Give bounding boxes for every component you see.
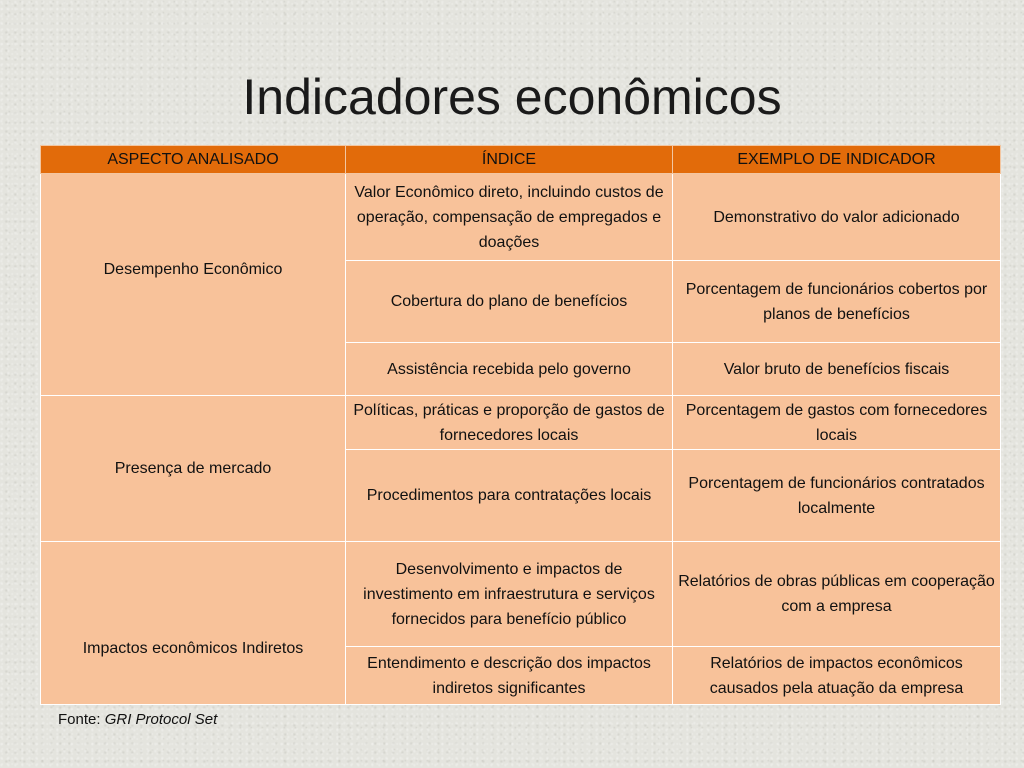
example-cell: Relatórios de impactos econômicos causados pela atuação da empresa [673,647,1001,705]
index-cell: Desenvolvimento e impactos de investimento em infraestrutura e serviços fornecidos para benefício público [346,542,673,647]
index-cell: Valor Econômico direto, incluindo custos de operação, compensação de empregados e doações [346,174,673,261]
source-label: Fonte: [58,711,101,728]
index-cell: Procedimentos para contratações locais [346,450,673,542]
source-note [58,711,217,728]
table-header-row [41,146,1001,174]
header-index: ÍNDICE [346,146,673,174]
example-cell: Porcentagem de gastos com fornecedores locais [673,396,1001,450]
index-cell: Assistência recebida pelo governo [346,343,673,396]
example-cell: Valor bruto de benefícios fiscais [673,343,1001,396]
index-cell: Políticas, práticas e proporção de gastos de fornecedores locais [346,396,673,450]
table-row [41,174,1001,261]
example-cell: Porcentagem de funcionários contratados localmente [673,450,1001,542]
slide-title: Indicadores econômicos [242,69,782,125]
table-row [41,396,1001,450]
table-row [41,542,1001,647]
example-cell: Demonstrativo do valor adicionado [673,174,1001,261]
example-cell: Relatórios de obras públicas em cooperação com a empresa [673,542,1001,647]
aspect-cell: Impactos econômicos Indiretos [41,542,346,705]
header-example: EXEMPLO DE INDICADOR [673,146,1001,174]
aspect-cell: Desempenho Econômico [41,174,346,396]
header-aspect: ASPECTO ANALISADO [41,146,346,174]
example-cell: Porcentagem de funcionários cobertos por planos de benefícios [673,261,1001,343]
source-value: GRI Protocol Set [104,711,218,728]
indicators-table [40,145,1001,705]
aspect-cell: Presença de mercado [41,396,346,542]
index-cell: Cobertura do plano de benefícios [346,261,673,343]
index-cell: Entendimento e descrição dos impactos indiretos significantes [346,647,673,705]
